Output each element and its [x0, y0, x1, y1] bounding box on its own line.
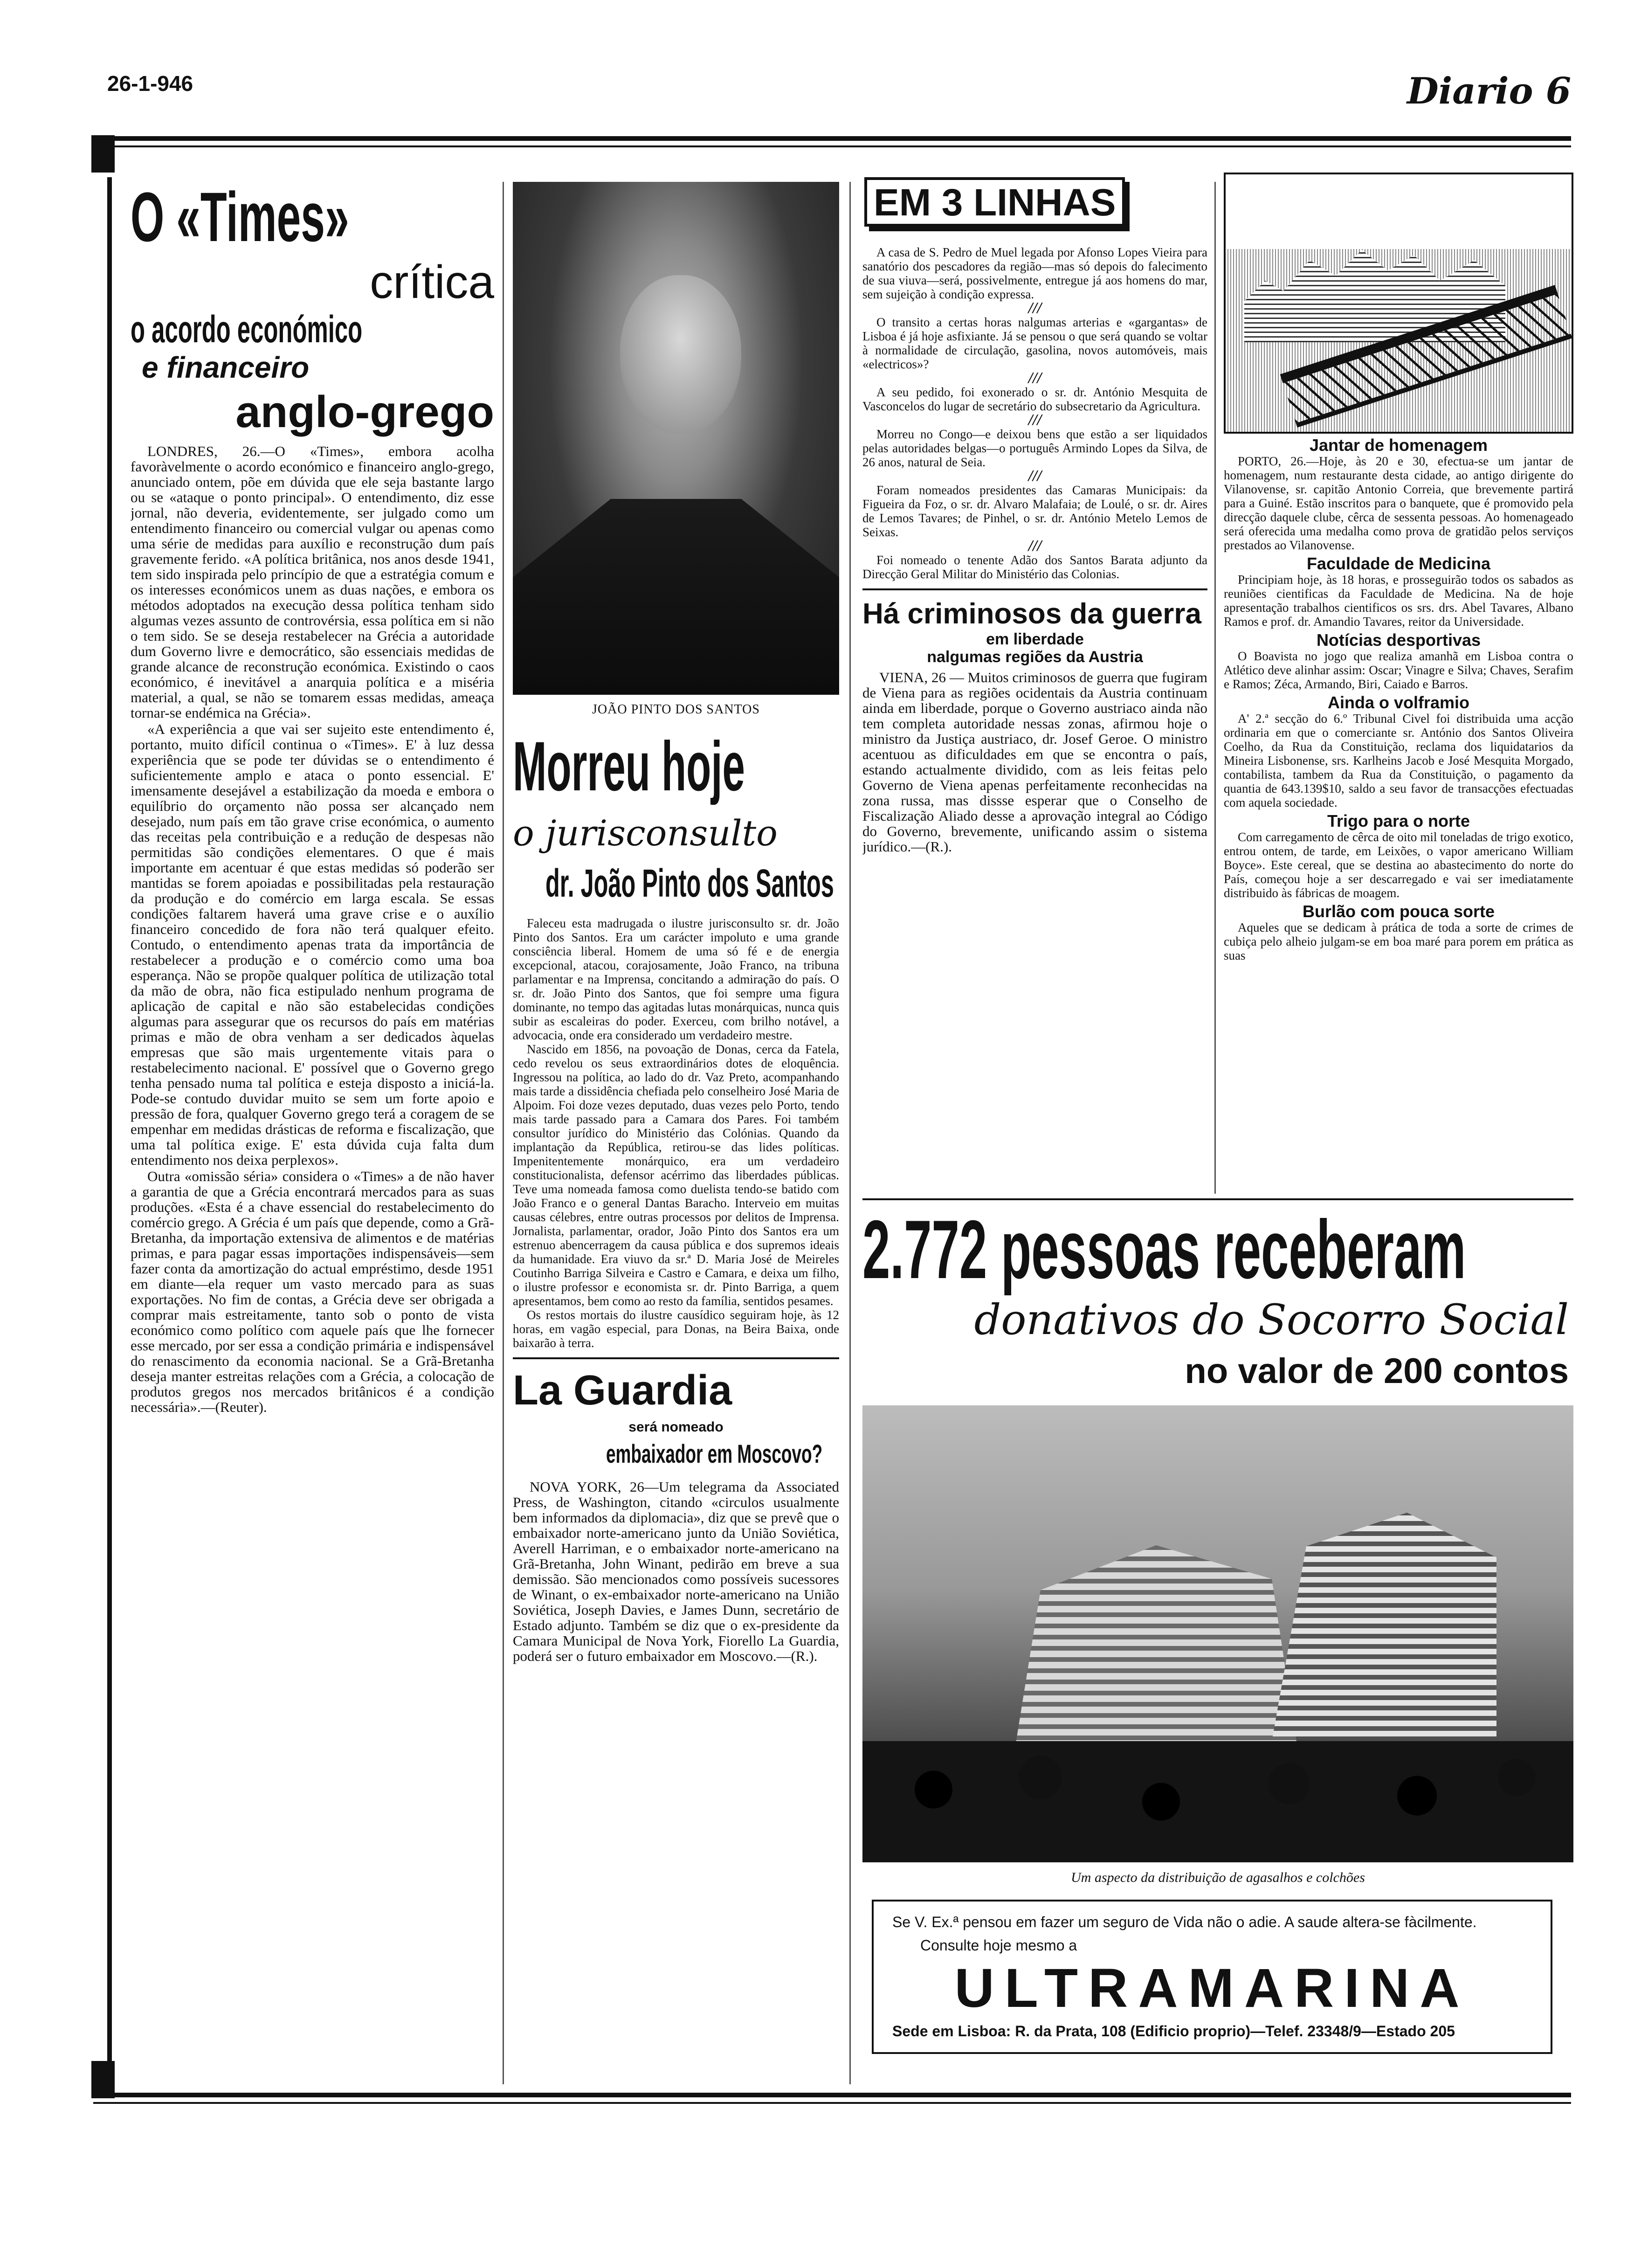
times-subhead-financeiro: e financeiro: [142, 351, 310, 384]
news-heading: Trigo para o norte: [1327, 811, 1470, 830]
guardia-headline: La Guardia: [513, 1367, 732, 1414]
socorro-subhead: donativos do Socorro Social: [974, 1295, 1569, 1344]
times-subhead-anglo-grego: anglo-grego: [235, 387, 494, 437]
em3linhas-item: A seu pedido, foi exonerado o sr. dr. António Mesquita de Vasconcelos do lugar de secretário do subsecretario da Agricultura.: [862, 385, 1207, 413]
news-heading: Jantar de homenagem: [1309, 436, 1488, 455]
socorro-section: [862, 1198, 1573, 2084]
criminosos-paragraph: VIENA, 26 — Muitos criminosos de guerra que fugiram de Viena para as regiões ocidentais da Austria continuam ainda em liberdade, porque o Governo austriaco ainda não tem completa autoridade nessas zonas, afirmou hoje o ministro da Justiça austriaco, dr. Josef Geroe. O ministro acentuou as dificuldades em que se encontra o país, estando actualmente dividido, com as leis feitas pelo Governo de Viena apenas perfeitamente reconhecidas na zona russa, mas dissse esperar que o Conselho de Fiscalização Aliado desse a aprovação integral ao Código do Governo, brevemente, unificando assim o sistema jurídico.—(R.).: [862, 669, 1207, 855]
guardia-subhead: será nomeado: [628, 1419, 724, 1435]
item-separator: ///: [1028, 467, 1042, 484]
section-rule: [862, 588, 1207, 590]
obituary-paragraph: Faleceu esta madrugada o ilustre jurisconsulto sr. dr. João Pinto dos Santos. Era um carácter impoluto e uma grande consciência liberal. Homem de uma só fé e de energia excepcional, atacou, corajosamente, João Franco, na tribuna parlamentar e na Imprensa, concitando a admiração do país. O sr. dr. João Pinto dos Santos, que foi sempre uma figura dominante, no tempo das agitadas lutas monárquicas, nunca quis subir as escaleiras do poder. Exerceu, com brilho notável, a advocacia, onde era considerado um verdadeiro mestre.: [513, 916, 839, 1042]
item-separator: ///: [1028, 299, 1042, 317]
times-subhead-acordo: o acordo económico: [131, 308, 363, 351]
times-paragraph: Outra «omissão séria» considera o «Times» a de não haver a garantia de que a Grécia encontrará mercados para as suas produções. «Esta é a chave essencial do restabelecimento do comércio grego. A Grécia é um país que depende, como a Grã-Bretanha, da importação extensiva de alimentos e de matérias primas, e para pagar essas importações indispensáveis—sem fazer conta da amortização do actual empréstimo, desde 1951 em diante—ela requer um vasto mercado para as suas exportações. No fim de contas, a Grécia deve ser obrigada a comprar mais estreitamente, tanto sob o ponto de vista económico como político com aquele país que lhe fornecer esse mercado, por ser essa a condição primária e indispensável do renascimento da economia nacional. Se a Grã-Bretanha deseja manter estreitas relações com a Grécia, a colocação de produtos gregos nos mercados britânicos é a condição necessária».—(Reuter).: [131, 1168, 494, 1415]
times-body: [131, 443, 494, 1415]
em3linhas-item: Foram nomeados presidentes das Camaras Municipais: da Figueira da Foz, o sr. dr. Alvaro Malafaia; de Loulé, o sr. dr. Aires de Lemos Tavares; de Pinhel, o sr. dr. António Metelo Lemos de Seixas.: [862, 483, 1207, 539]
ad-text: Consulte hoje mesmo a: [920, 1937, 1077, 1954]
times-headline: O «Times»: [131, 182, 349, 256]
item-separator: ///: [1028, 411, 1042, 429]
criminosos-body: [862, 670, 1207, 854]
em3linhas-item: Morreu no Congo—e deixou bens que estão a ser liquidados pelas autoridades belgas—o português Armindo Lopes da Silva, de 26 anos, natural de Seia.: [862, 427, 1207, 469]
engraving-sky: [1226, 174, 1572, 249]
em3linhas-item: A casa de S. Pedro de Muel legada por Afonso Lopes Vieira para sanatório dos pescadores da região—mas só depois do falecimento de sua viuva—será, possivelmente, entregue já aos homens do mar, sem sujeição à condição expressa.: [862, 245, 1207, 301]
distribution-photo: [862, 1405, 1573, 1862]
obituary-name: dr. João Pinto dos Santos: [545, 861, 834, 905]
portrait-face: [620, 275, 741, 434]
times-paragraph: «A experiência a que vai ser sujeito este entendimento é, portanto, muito difícil continua o «Times». E' à luz dessa experiência que se pode ter dúvidas se o entendimento é suficientemente amplo e ataca o ponto essencial. E' imensamente desejável a estabilização da moeda e embora o equilíbrio do orçamento não possa ser alcançado nem desejado, num país em tão grave crise económica, o aumento das receitas pela contribuição e a redução de despesas não permitidas são condições elementares. O que é mais importante em acentuar é que estas medidas só poderão ser mantidas se forem apoiadas e possibilitadas pela restauração da produção e do comércio em larga escala. Se essas condições faltarem haverá uma grave crise e o auxílio financeiro concedido de fora não terá qualquer efeito. Contudo, o entendimento apenas trata da importância de restabelecer a produção e o comércio como uma boa esperança. Não se propõe qualquer política de utilização total da mão de obra, não fica estipulado nenhum programa de aplicação de capital e não são estabelecidas condições algumas para assegurar que os recursos do país em matérias primas e mão de obra venham a ser dedicados àquelas empresas que são mais urgentemente vitais para o restabelecimento nacional. E' possível que o Governo grego tenha pensado numa tal política e esteja disposto a iniciá-la. Pode-se contudo duvidar muito se sem um forte apoio e pressão de fora, qualquer Governo grego terá a coragem de se empenhar em medidas drásticas de reforma e fiscalização, que uma tal política exige. E' esta dúvida cuja falta dum entendimento nos deixa perplexos».: [131, 721, 494, 1168]
newspaper-name: Diario 6: [1407, 70, 1571, 112]
news-text: PORTO, 26.—Hoje, às 20 e 30, efectua-se um jantar de homenagem, num restaurante desta cidade, ao antigo dirigente do Vilanovense, sr. capitão Antonio Correia, que brevemente partirá para a Guiné. Estão inscritos para o banquete, que é promovido pela direcção daquele clube, cêrca de sessenta pessoas. Ao homenageado será oferecida uma medalha como prova de gratidão pelos serviços prestados ao Vilanovense.: [1224, 454, 1573, 552]
guardia-body: [513, 1479, 839, 1664]
bottom-rule: [93, 2093, 1571, 2097]
socorro-amount: no valor de 200 contos: [1185, 1351, 1569, 1391]
em3linhas-item: Foi nomeado o tenente Adão dos Santos Barata adjunto da Direcção Geral Militar do Ministério das Colonias.: [862, 553, 1207, 581]
news-heading: Burlão com pouca sorte: [1302, 902, 1495, 921]
guardia-paragraph: NOVA YORK, 26—Um telegrama da Associated Press, de Washington, citando «circulos usualmente bem informados da diplomacia», diz que se prevê que o embaixador norte-americano junto da União Soviética, Averell Harriman, e o embaixador norte-americano na Grã-Bretanha, John Winant, pedirão em breve a sua demissão. São mencionados como possíveis sucessores de Winant, o ex-embaixador norte-americano na União Soviética, Joseph Davies, e James Dunn, secretário de Estado adjunto. Também se diz que o ex-presidente da Camara Municipal de Nova York, Fiorello La Guardia, poderá ser o futuro embaixador em Moscovo.—(R.).: [513, 1479, 839, 1664]
portrait-caption: JOÃO PINTO DOS SANTOS: [592, 702, 760, 717]
news-text: Principiam hoje, às 18 horas, e prosseguirão todos os sabados as reuniões cientificas da Faculdade de Medicina. Na de hoje apresentação trabalhos cientificos os srs. drs. Abel Tavares, Albano Ramos e prof. dr. Amandio Tavares, reitor da Universidade.: [1224, 573, 1573, 629]
ultramarina-ad: [872, 1900, 1552, 2054]
times-article: [131, 182, 494, 2084]
news-heading: Faculdade de Medicina: [1306, 554, 1491, 573]
obituary-body: [513, 916, 839, 1350]
issue-date: 26-1-946: [107, 71, 193, 96]
bottom-rule-thin: [93, 2102, 1571, 2104]
porto-news-column: [1224, 173, 1573, 1198]
em3linhas-items: [862, 245, 1207, 581]
criminosos-headline: Há criminosos da guerra: [862, 598, 1202, 630]
times-subhead-critica: crítica: [370, 256, 494, 308]
news-text: A' 2.ª secção do 6.º Tribunal Civel foi distribuida uma acção ordinaria em que o comerciante sr. António dos Santos Oliveira Coelho, da Rua da Constituição, reclama dos liquidatarios da Mineira Lisbonense, srs. Karlheins Jacob e José Mesquita Morgado, contabilista, tambem da Rua da Constituição, o pagamento da quantia de 643.139$10, saldo a seu favor de transacções efectuadas com aquela sociedade.: [1224, 712, 1573, 809]
column-divider: [849, 182, 851, 2084]
news-text: Aqueles que se dedicam à prática de toda a sorte de crimes de cubiça pelo alheio julgam-se em boa maré para porem em prática as suas: [1224, 920, 1573, 962]
em3linhas-column: [862, 173, 1207, 1198]
porto-engraving: [1224, 173, 1573, 434]
guardia-question: embaixador em Moscovo?: [606, 1439, 823, 1468]
column-divider: [1214, 182, 1216, 1194]
top-rule-thin: [93, 145, 1571, 147]
column-divider: [503, 182, 504, 2084]
section-rule: [513, 1357, 839, 1359]
left-border-bar: [107, 177, 112, 2089]
porto-news: [1224, 438, 1573, 962]
news-heading: Notícias desportivas: [1316, 630, 1481, 650]
section-rule: [862, 1198, 1573, 1200]
obituary-subhead: o jurisconsulto: [513, 812, 778, 854]
photo-mattress-pile: [1012, 1545, 1301, 1769]
news-text: O Boavista no jogo que realiza amanhã em Lisboa contra o Atlético deve alinhar assim: Oscar; Vinagre e Silva; Chaves, Serafim e Ramos; Zéca, Armando, Biri, Caiado e Barros.: [1224, 649, 1573, 691]
masthead: [0, 0, 1641, 149]
ad-brand: ULTRAMARINA: [954, 1957, 1470, 2019]
obituary-paragraph: Nascido em 1856, na povoação de Donas, cerca da Fatela, cedo revelou os seus extraordinários dotes de eloquência. Ingressou na política, ao lado do dr. Vaz Preto, acompanhando mais tarde a dissidência chefiada pelo conselheiro José Maria de Alpoim. Foi doze vezes deputado, duas vezes pelo Porto, tendo mais tarde passado para a Camara dos Pares. Foi também consultor jurídico do Ministério das Colónias. Quando da implantação da República, retirou-se das lides políticas. Impenitentemente monárquico, era um verdadeiro constitucionalista, defensor acérrimo das liberdades públicas. Teve uma nomeada famosa como duelista tendo-se batido com João Franco e o general Dantas Baracho. Interveio em muitas causas célebres, entre outras processos por delitos de Imprensa. Jornalista, parlamentar, orador, João Pinto dos Santos era um estrenuo abencerragem da causa pública e dos supremos ideais da humanidade. Era viuvo da sr.ª D. Maria José de Meireles Coutinho Barriga Silveira e Castro e Camara, e deixa um filho, o ilustre professor e economista sr. dr. Pinto Barriga, a quem apresentamos, bem como ao resto da família, sentidos pesames.: [513, 1042, 839, 1308]
criminosos-subhead: em liberdade: [986, 630, 1084, 648]
item-separator: ///: [1028, 369, 1042, 387]
top-rule: [93, 136, 1571, 141]
ad-footer: Sede em Lisboa: R. da Prata, 108 (Edificio proprio)—Telef. 23348/9—Estado 205: [892, 2023, 1455, 2040]
photo-crowd: [862, 1741, 1573, 1862]
obituary-paragraph: Os restos mortais do ilustre causídico seguiram hoje, às 12 horas, em vagão especial, para Donas, na Beira Baixa, onde baixarão à terra.: [513, 1308, 839, 1350]
corner-block-top: [91, 135, 115, 173]
item-separator: ///: [1028, 537, 1042, 554]
photo-mattress-pile: [1273, 1513, 1496, 1736]
news-text: Com carregamento de cêrca de oito mil toneladas de trigo exotico, entrou ontem, de tarde, em Leixões, o vapor americano William Boyce». Este cereal, que se destina ao abastecimento do norte do País, começou hoje a ser descarregado e vai ser imediatamente distribuido às fábricas de moagem.: [1224, 830, 1573, 900]
obituary-headline: Morreu hoje: [513, 727, 745, 805]
em3linhas-item: O transito a certas horas nalgumas arterias e «gargantas» de Lisboa é já hoje asfixiante. Já se pensou o que será quando se voltar à normalidade de circulação, gasolina, novos automóveis, mais «electricos»?: [862, 315, 1207, 371]
distribution-photo-caption: Um aspecto da distribuição de agasalhos e colchões: [1071, 1870, 1365, 1885]
portrait-suit: [513, 499, 839, 695]
criminosos-subhead-2: nalgumas regiões da Austria: [927, 648, 1143, 666]
portrait-photo: [513, 182, 839, 695]
ad-text: Se V. Ex.ª pensou em fazer um seguro de Vida não o adie. A saude altera-se fàcilmente.: [892, 1914, 1477, 1930]
obituary-column: [513, 182, 839, 2084]
news-heading: Ainda o volframio: [1327, 693, 1470, 712]
em3linhas-title: EM 3 LINHAS: [864, 177, 1125, 227]
times-paragraph: LONDRES, 26.—O «Times», embora acolha favoràvelmente o acordo económico e financeiro anglo-grego, anunciado ontem, põe em dúvida que ele seja bastante largo ou se «ataque o ponto principal». O entendimento, diz esse jornal, não deveria, evidentemente, ser julgado como um entendimento financeiro ou comercial vulgar ou apenas como uma série de medidas para auxílio e reconstrução dum país gravemente ferido. «A política britânica, nos anos desde 1941, tem sido inspirada pelo princípio de que a estratégia comum e os interesses económicos unem as duas nações, e embora os métodos adoptados na execução dessa política tenham sido algumas vezes assunto de controvérsia, essa política em si não o tem sido. Se se deseja restabelecer na Grécia a autoridade dum Governo livre e democrático, são essenciais medidas de grande alcance de reconstrução económica. Existindo o caos económico, é inevitável a anarquia política e a miséria material, a qual, se não se tomarem essas medidas, ameaça tornar-se endémica na Grécia».: [131, 443, 494, 721]
socorro-headline: 2.772 pessoas receberam: [862, 1203, 1466, 1296]
